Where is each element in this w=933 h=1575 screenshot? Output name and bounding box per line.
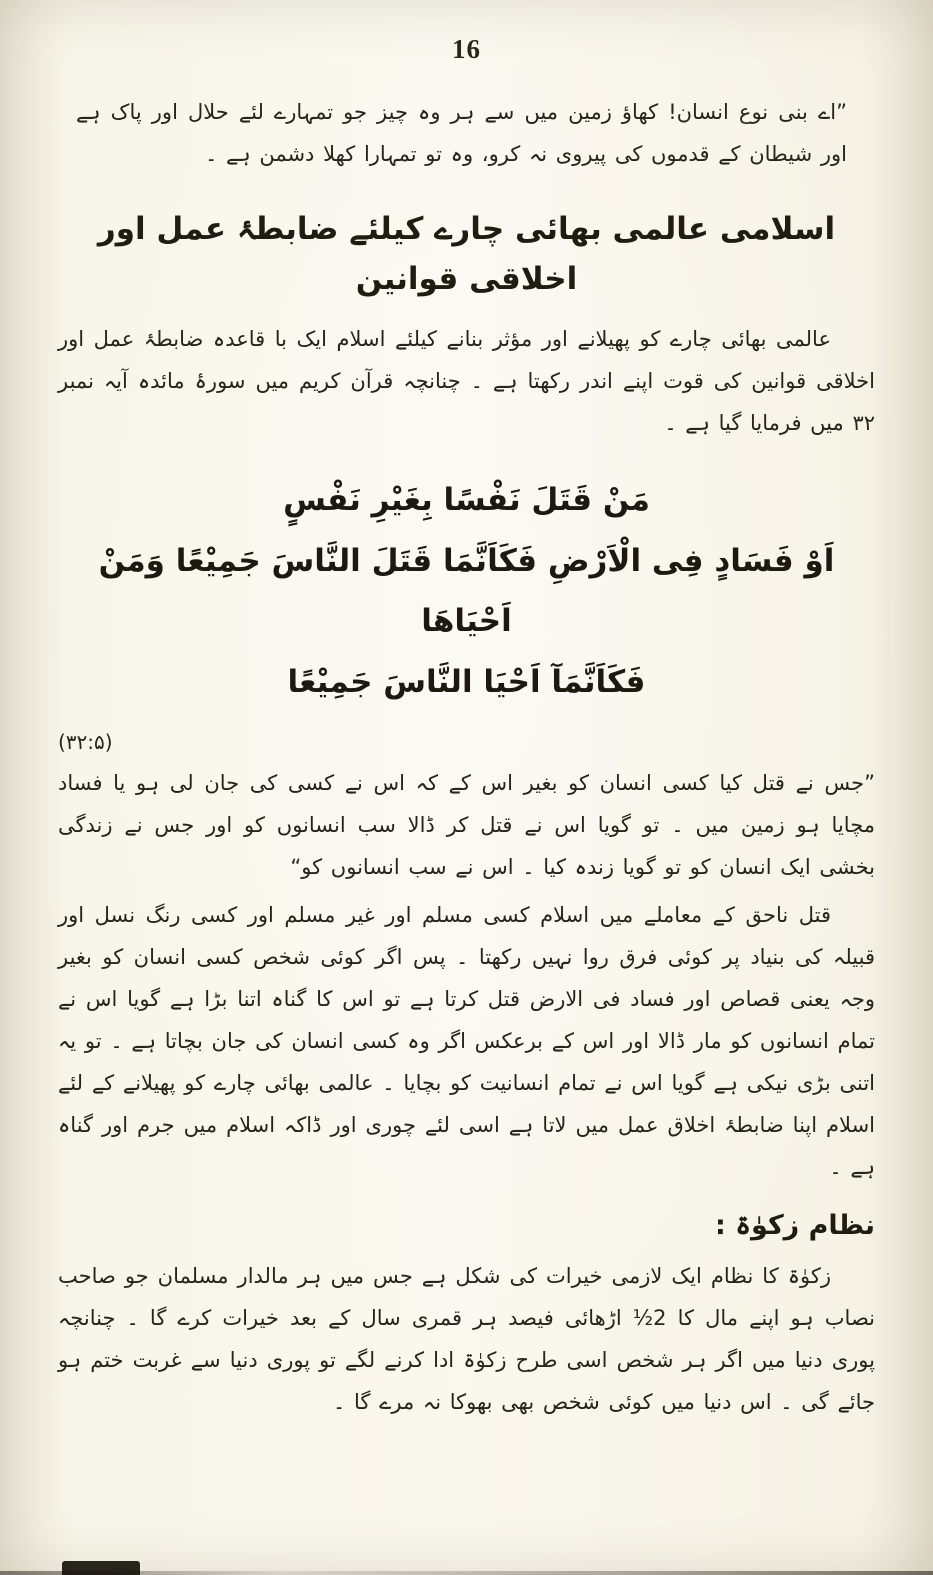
verse-line-2: اَوْ فَسَادٍ فِی الْاَرْضِ فَكَاَنَّمَا قَتَلَ النَّاسَ جَمِيْعًا وَمَنْ اَحْيَاهَا — [98, 542, 835, 640]
translation-paragraph: ”جس نے قتل کیا کسی انسان کو بغیر اس کے کہ اس نے کسی کی جان لی ہو یا فساد مچایا ہو زمین میں ۔ تو گویا اس نے قتل کر ڈالا سب انسانوں کو اور جس نے زندگی بخشی ایک انسان کو تو گویا زندہ کیا ۔ اس نے سب انسانوں کو“ — [58, 770, 875, 879]
quran-verse — [58, 470, 875, 712]
zakat-subheading: نظام زکوٰۃ : — [715, 1209, 875, 1241]
zakat-paragraph: زکوٰۃ کا نظام ایک لازمی خیرات کی شکل ہے جس میں ہر مالدار مسلمان جو صاحب نصاب ہو اپنے مال کا 2½ اڑھائی فیصد ہر قمری سال کے بعد خیرات کرے گا ۔ چنانچہ پوری دنیا میں اگر ہر شخص اسی طرح زکوٰۃ ادا کرنے لگے تو پوری دنیا سے غربت ختم ہو جائے گی ۔ اس دنیا میں کوئی شخص بھی بھوکا نہ مرے گا ۔ — [58, 1263, 875, 1414]
page-number: 16 — [452, 34, 481, 64]
intro-paragraph: عالمی بھائی چارے کو پھیلانے اور مؤثر بنانے کیلئے اسلام ایک با قاعدہ ضابطۂ عمل اور اخلاقی قوانین کی قوت اپنے اندر رکھتا ہے ۔ چنانچہ قرآن کریم میں سورۂ مائدہ آیہ نمبر ۳۲ میں فرمایا گیا ہے ۔ — [58, 327, 875, 436]
explanation-paragraph: قتل ناحق کے معاملے میں اسلام کسی مسلم اور غیر مسلم اور کسی رنگ نسل اور قبیلہ کی بنیاد پر کوئی فرق روا نہیں رکھتا ۔ پس اگر کوئی شخص کسی انسان کو بغیر وجہ یعنی قصاص اور فساد فی الارض قتل کرتا ہے تو اس کا گناہ اتنا بڑا ہے گویا اس نے تمام انسانوں کو مار ڈالا اور اس کے برعکس اگر وہ کسی انسان کی جان بچاتا ہے ۔ تو یہ اتنی بڑی نیکی ہے گویا اس نے تمام انسانیت کو بچایا ۔ عالمی بھائی چارے کو پھیلانے کے لئے اسلام اپنا ضابطۂ اخلاق عمل میں لاتا ہے اسی لئے چوری اور ڈاکہ اسلام میں جرم اور گناہ ہے ۔ — [58, 902, 875, 1179]
verse-line-1: مَنْ قَتَلَ نَفْسًا بِغَيْرِ نَفْسٍ — [283, 482, 650, 519]
verse-line-3: فَكَاَنَّمَآ اَحْيَا النَّاسَ جَمِيْعًا — [287, 663, 646, 700]
opening-quote-paragraph: ”اے بنی نوع انسان! کھاؤ زمین میں سے ہر وہ چیز جو تمہارے لئے حلال اور پاک ہے اور شیطان کے قدموں کی پیروی نہ کرو، وہ تو تمہارا کھلا دشمن ہے ۔ — [76, 100, 847, 166]
verse-reference: (۳۲:۵) — [58, 729, 113, 754]
section-heading: اسلامی عالمی بھائی چارے کیلئے ضابطۂ عمل اور اخلاقی قوانین — [97, 211, 836, 297]
scan-artifact-mark — [62, 1561, 140, 1575]
